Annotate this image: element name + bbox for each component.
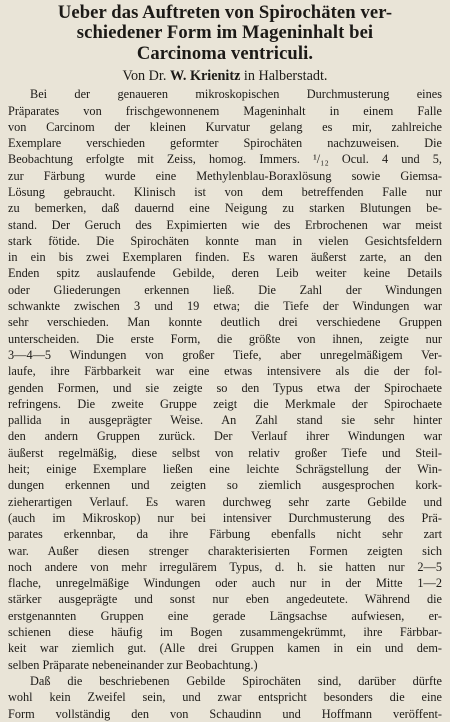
text-line: Präparates von frischgewonnenem Mageninhalt in einem Falle	[8, 103, 442, 118]
text-line: von Carcinom der kleinen Kurvatur gelang es mir, zahlreiche	[8, 119, 442, 134]
text-line: unterscheiden. Die erste Form, die größte von ihnen, zeigte nur	[8, 331, 442, 346]
text-line: stärker ausgeprägte und sonst nur eben angedeutete. Während die	[8, 592, 442, 607]
text-line: sehr verschieden. Man konnte deutlich drei verschiedene Gruppen	[8, 315, 442, 330]
text-line: erstgenannten Gruppen eine gerade Längsachse aufwiesen, er-	[8, 608, 442, 623]
text-line: Daß die beschriebenen Gebilde Spirochäten sind, darüber dürfte	[30, 673, 442, 688]
text-line: war. Außer diesen strenger charakterisierten Formen zeigten sich	[8, 543, 442, 558]
text-line: Enden spitz auslaufende Gebilde, deren Leib weiter keine Details	[8, 266, 442, 281]
text-line: stark fötide. Die Spirochäten konnte man in vielen Gesichtsfeldern	[8, 233, 442, 248]
text-line: zur Färbung wurde eine Methylenblau-Boraxlösung sowie Giemsa-	[8, 168, 442, 183]
text-line: oder Gliederungen erkennen ließ. Die Zahl der Windungen	[8, 282, 442, 297]
text-line: flache, unregelmäßige Windungen oder auch nur in der Mitte 1—2	[8, 576, 442, 591]
text-line: genden Formen, und sie zeigte so den Typus etwa der Spirochaete	[8, 380, 442, 395]
text-line: schwankte zwischen 3 und 19 etwa; die Tiefe der Windungen war	[8, 299, 442, 314]
text-line: Beobachtung erfolgte mit Zeiss, homog. Immers. ¹/₁₂ Ocul. 4 und 5,	[8, 152, 442, 167]
text-line: parates erkennbar, da ihre Färbung ebenfalls nicht sehr zart	[8, 527, 442, 542]
title-line: Ueber das Auftreten von Spirochäten ver-	[57, 2, 393, 23]
text-line: wohl kein Zweifel sein, und zwar entspricht besonders die eine	[8, 690, 442, 705]
text-line: in ein bis zwei Exemplaren finden. Es waren äußerst zarte, an den	[8, 250, 442, 265]
article-body	[8, 86, 442, 722]
text-line: selben Präparate nebeneinander zur Beobachtung.)	[8, 657, 258, 672]
text-line: schienen diese häufig im Bogen zusammengekrümmt, ihre Färbbar-	[8, 625, 442, 640]
text-line: dungen erkennen und zeigten so ziemlich ausgesprochen kork-	[8, 478, 442, 493]
text-line: pallida in ausgeprägter Weise. An Zahl stand sie sehr hinter	[8, 413, 442, 428]
text-line: Form vollständig den von Schaudinn und Hoffmann veröffent-	[8, 706, 442, 721]
text-line: äußerst regelmäßig, diese selbst von relativ großer Tiefe und Steil-	[8, 445, 442, 460]
text-line: keit war ziemlich gut. (Alle drei Gruppen kamen in ein und dem-	[8, 641, 442, 656]
text-line: stand. Der Geruch des Expimierten wie des Erbrochenen war meist	[8, 217, 442, 232]
author-prefix: Von Dr.	[122, 68, 170, 85]
title-line: Carcinoma ventriculi.	[136, 42, 314, 64]
text-line: laufe, ihre Färbbarkeit war eine etwas intensivere als die der fol-	[8, 364, 442, 379]
author-line	[8, 67, 442, 85]
text-line: zieherartigen Verlauf. Es waren durchweg sehr zarte Gebilde und	[8, 494, 442, 509]
text-line: Bei der genaueren mikroskopischen Durchmusterung eines	[30, 87, 442, 102]
article-title	[8, 3, 442, 64]
text-line: den andern Gruppen zurück. Der Verlauf ihrer Windungen war	[8, 429, 442, 444]
text-line: 3—4—5 Windungen von großer Tiefe, aber unregelmäßigem Ver-	[8, 347, 442, 362]
author-name: W. Krienitz	[169, 68, 241, 85]
text-line: zu bemerken, daß dauernd eine Neigung zu starken Blutungen be-	[8, 201, 442, 216]
text-line: (auch im Mikroskop) nur bei intensiver Durchmusterung des Prä-	[8, 510, 442, 525]
text-line: noch andere von mehr irregulärem Typus, d. h. sie hatten nur 2—5	[8, 559, 442, 574]
text-line: Exemplare verschieden geformter Spirochäten nachzuweisen. Die	[8, 136, 442, 151]
text-line: Lösung gebraucht. Klinisch ist von dem betreffenden Falle nur	[8, 185, 442, 199]
text-line: heit; einige Exemplare ließen eine leichte Schrägstellung der Win-	[8, 462, 442, 477]
title-line: schiedener Form im Mageninhalt bei	[76, 22, 374, 44]
text-line: refringens. Die zweite Gruppe zeigt die Merkmale der Spirochaete	[8, 396, 442, 411]
author-suffix: in Halberstadt.	[240, 68, 328, 85]
